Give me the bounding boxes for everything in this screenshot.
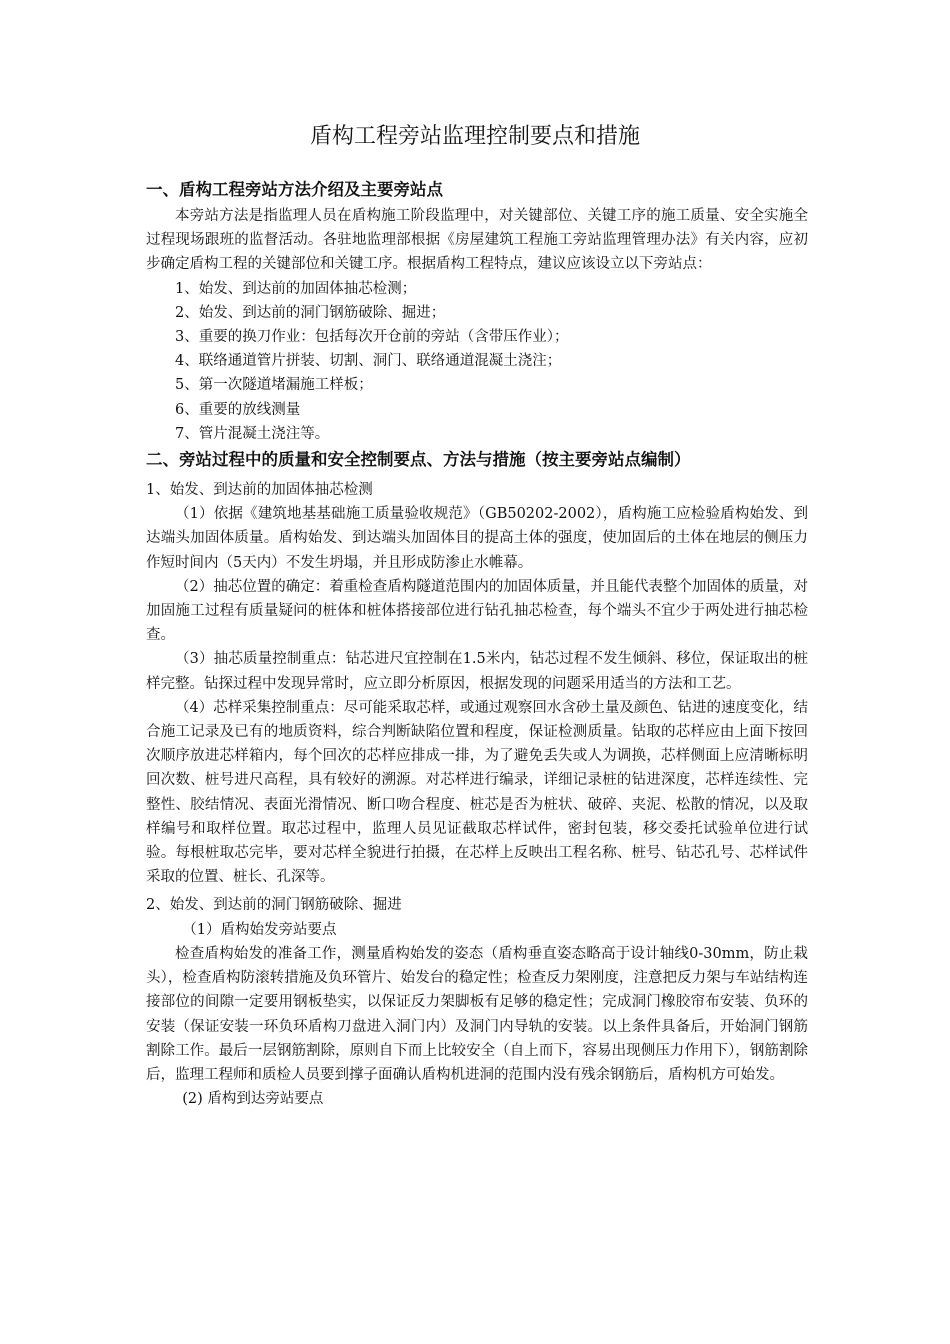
- station-point-item: 1、始发、到达前的加固体抽芯检测；: [175, 280, 417, 297]
- arrival-point-heading: (2) 盾构到达旁站要点: [182, 1091, 324, 1108]
- section-2-heading: 二、旁站过程中的质量和安全控制要点、方法与措施（按主要旁站点编制）: [146, 450, 691, 470]
- section-1-intro: 本旁站方法是指监理人员在盾构施工阶段监理中，对关键部位、关键工序的施工质量、安全实施全过程现场跟班的监督活动。各驻地监理部根据《房屋建筑工程施工旁站监理管理办法》有关内容，应初步确定盾构工程的关键部位和关键工序。根据盾构工程特点，建议应该设立以下旁站点：: [146, 208, 808, 273]
- document-title: 盾构工程旁站监理控制要点和措施: [309, 124, 640, 149]
- subsection-2-heading: 2、始发、到达前的洞门钢筋破除、掘进: [146, 897, 402, 914]
- launch-point-heading: （1）盾构始发旁站要点: [182, 921, 337, 938]
- subsection-1-para: （3）抽芯质量控制重点：钻芯进尺宜控制在1.5米内，钻芯过程不发生倾斜、移位，保证取出的桩样完整。钻探过程中发现异常时，应立即分析原因，根据发现的问题采用适当的方法和工艺。: [146, 651, 808, 692]
- launch-point-para: 检查盾构始发的准备工作，测量盾构始发的姿态（盾构垂直姿态略高于设计轴线0-30mm，防止栽头），检查盾构防滚转措施及负环管片、始发台的稳定性；检查反力架刚度，注意把反力架与车站结构连接部位的间隙一定要用钢板垫实，以保证反力架脚板有足够的稳定性；完成洞门橡胶帘布安装、负环的安装（保证安装一环负环盾构刀盘进入洞门内）及洞门内导轨的安装。以上条件具备后，开始洞门钢筋割除工作。最后一层钢筋割除，原则自下而上比较安全（自上而下，容易出现侧压力作用下），钢筋割除后，监理工程师和质检人员要到撑子面确认盾构机进洞的范围内没有残余钢筋后，盾构机方可始发。: [146, 945, 808, 1083]
- station-point-item: 7、管片混凝土浇注等。: [175, 425, 330, 442]
- station-point-item: 2、始发、到达前的洞门钢筋破除、掘进；: [175, 304, 446, 321]
- subsection-1-para: （2）抽芯位置的确定：着重检查盾构隧道范围内的加固体质量，并且能代表整个加固体的质量，对加固施工过程有质量疑问的桩体和桩体搭接部位进行钻孔抽芯检查，每个端头不宜少于两处进行抽芯检查。: [146, 578, 808, 644]
- subsection-1-para: （4）芯样采集控制重点：尽可能采取芯样，或通过观察回水含砂土量及颜色、钻进的速度变化，结合施工记录及已有的地质资料，综合判断缺陷位置和程度，保证检测质量。钻取的芯样应由上面下按回次顺序放进芯样箱内，每个回次的芯样应排成一排，为了避免丢失或人为调换，芯样侧面上应清晰标明回次数、桩号进尺高程，具有较好的溯源。对芯样进行编录，详细记录桩的钻进深度，芯样连续性、完整性、胶结情况、表面光滑情况、断口吻合程度、桩芯是否为桩状、破碎、夹泥、松散的情况，以及取样编号和取样位置。取芯过程中，监理人员见证截取芯样试件，密封包装，移交委托试验单位进行试验。每根桩取芯完毕，要对芯样全貌进行拍摄，在芯样上反映出工程名称、桩号、钻芯孔号、芯样试件采取的位置、桩长、孔深等。: [146, 699, 808, 886]
- station-point-item: 3、重要的换刀作业：包括每次开仓前的旁站（含带压作业）；: [175, 329, 569, 346]
- station-point-item: 4、联络通道管片拼装、切割、洞门、联络通道混凝土浇注；: [175, 353, 562, 370]
- station-point-item: 5、第一次隧道堵漏施工样板；: [175, 377, 373, 394]
- station-point-item: 6、重要的放线测量: [175, 401, 301, 418]
- subsection-1-heading: 1、始发、到达前的加固体抽芯检测: [146, 482, 373, 499]
- subsection-1-para: （1）依据《建筑地基基础施工质量验收规范》（GB50202-2002），盾构施工应检验盾构始发、到达端头加固体质量。盾构始发、到达端头加固体目的提高土体的强度，使加固后的土体在地层的侧压力作短时间内（5天内）不发生坍塌，并且形成防渗止水帷幕。: [146, 506, 808, 571]
- document-body: [146, 176, 808, 1111]
- section-1-heading: 一、盾构工程旁站方法介绍及主要旁站点: [146, 180, 443, 199]
- station-point-list: [146, 277, 808, 446]
